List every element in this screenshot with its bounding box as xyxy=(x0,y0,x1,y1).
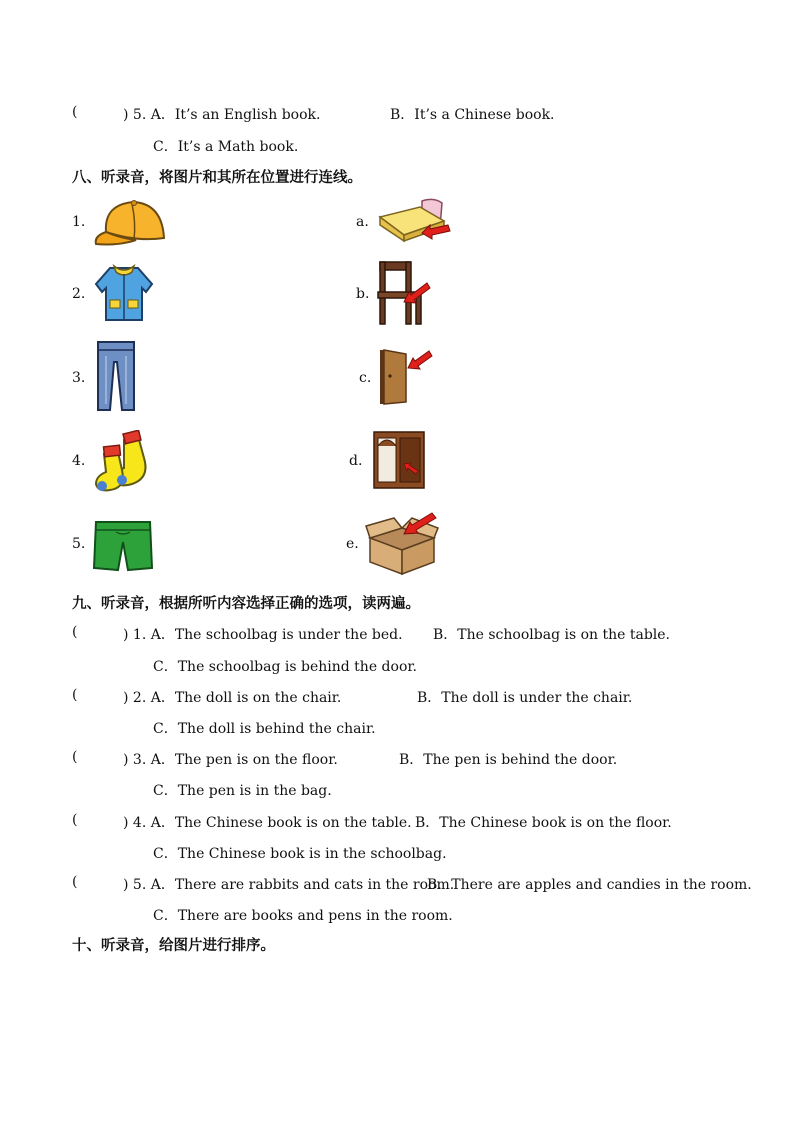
cap-icon[interactable] xyxy=(92,198,168,250)
match-letter-d: d. xyxy=(349,453,363,469)
jeans-icon[interactable] xyxy=(94,338,138,414)
jacket-icon[interactable] xyxy=(92,262,156,324)
socks-icon[interactable] xyxy=(94,430,160,494)
match-letter-b: b. xyxy=(356,286,370,302)
question-9-1-option-b: B．The schoolbag is on the table. xyxy=(433,627,671,643)
match-letter-a: a. xyxy=(356,214,369,230)
match-number-2: 2. xyxy=(72,286,86,302)
question-9-1-option-a: ) 1. A．The schoolbag is under the bed. xyxy=(123,627,403,643)
question-9-2-option-b: B．The doll is under the chair. xyxy=(417,690,633,706)
section-9-heading: 九、听录音，根据所听内容选择正确的选项，读两遍。 xyxy=(72,596,420,612)
chair-icon[interactable] xyxy=(376,258,432,326)
question-9-2-option-a: ) 2. A．The doll is on the chair. xyxy=(123,690,342,706)
question-9-5-option-b: B．There are apples and candies in the room. xyxy=(427,877,752,893)
match-number-5: 5. xyxy=(72,536,86,552)
answer-paren-open[interactable]: ( xyxy=(72,624,78,640)
question-9-4-option-c: C．The Chinese book is in the schoolbag. xyxy=(153,846,447,862)
box-icon[interactable] xyxy=(364,512,440,576)
shorts-icon[interactable] xyxy=(92,518,154,572)
question-9-3-option-c: C．The pen is in the bag. xyxy=(153,783,332,799)
answer-paren-open[interactable]: ( xyxy=(72,104,78,120)
question-9-4-option-b: B．The Chinese book is on the floor. xyxy=(415,815,672,831)
question-9-2-option-c: C．The doll is behind the chair. xyxy=(153,721,376,737)
answer-paren-open[interactable]: ( xyxy=(72,687,78,703)
question-7-5-option-b: B．It’s a Chinese book. xyxy=(390,107,555,123)
question-9-1-option-c: C．The schoolbag is behind the door. xyxy=(153,659,417,675)
match-number-1: 1. xyxy=(72,214,86,230)
match-number-4: 4. xyxy=(72,453,86,469)
answer-paren-open[interactable]: ( xyxy=(72,749,78,765)
question-9-5-option-c: C．There are books and pens in the room. xyxy=(153,908,453,924)
question-7-5-option-a: ) 5. A．It’s an English book. xyxy=(123,107,321,123)
door-icon[interactable] xyxy=(376,346,436,406)
question-9-4-option-a: ) 4. A．The Chinese book is on the table. xyxy=(123,815,412,831)
question-9-5-option-a: ) 5. A．There are rabbits and cats in the room. xyxy=(123,877,455,893)
question-7-5-option-c: C．It’s a Math book. xyxy=(153,139,299,155)
match-letter-c: c. xyxy=(359,370,372,386)
question-9-3-option-a: ) 3. A．The pen is on the floor. xyxy=(123,752,338,768)
match-letter-e: e. xyxy=(346,536,359,552)
section-8-heading: 八、听录音，将图片和其所在位置进行连线。 xyxy=(72,170,362,186)
bed-icon[interactable] xyxy=(376,197,452,247)
answer-paren-open[interactable]: ( xyxy=(72,874,78,890)
wardrobe-icon[interactable] xyxy=(372,430,426,490)
match-number-3: 3. xyxy=(72,370,86,386)
section-10-heading: 十、听录音，给图片进行排序。 xyxy=(72,938,275,954)
question-9-3-option-b: B．The pen is behind the door. xyxy=(399,752,618,768)
answer-paren-open[interactable]: ( xyxy=(72,812,78,828)
